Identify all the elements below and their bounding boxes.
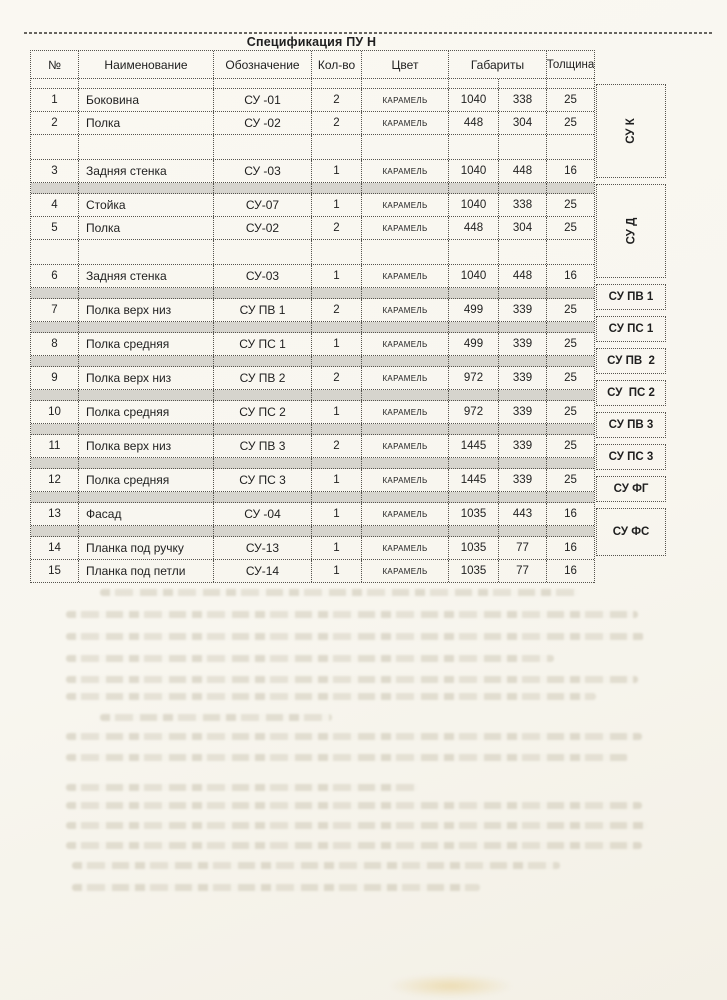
cell-num: 11 [48, 440, 61, 452]
cell-h [498, 288, 546, 298]
cell-code: СУ-14 [213, 560, 311, 582]
header-dims: Габариты [448, 51, 546, 78]
showthrough-line [100, 589, 578, 596]
cell-num [31, 240, 78, 264]
group-box [596, 84, 666, 178]
cell-th: 25 [546, 469, 594, 491]
group-label: СУ ФС [612, 526, 650, 538]
cell-w: 972 [448, 367, 498, 389]
cell-th [546, 183, 594, 193]
table-row [31, 367, 594, 390]
cell-code: СУ-13 [213, 537, 311, 559]
cell-w: 499 [448, 333, 498, 355]
cell-num [31, 526, 78, 536]
cell-code [213, 322, 311, 332]
cell-h [498, 183, 546, 193]
cell-th [546, 526, 594, 536]
cell-w: 1445 [448, 469, 498, 491]
group-label: СУ ПС 3 [608, 451, 654, 463]
cell-h [498, 458, 546, 468]
cell-code [213, 526, 311, 536]
cell-code: СУ ПВ 2 [213, 367, 311, 389]
thin-row [31, 79, 594, 89]
cell-code: СУ -02 [213, 112, 311, 134]
cell-th [546, 135, 594, 159]
cell-th: 25 [546, 401, 594, 423]
group-box [596, 380, 666, 406]
cell-name [78, 356, 213, 366]
cell-name: Стойка [78, 194, 213, 216]
cell-code [213, 79, 311, 88]
cell-code: СУ -04 [213, 503, 311, 525]
cell-h: 77 [498, 537, 546, 559]
table-row [31, 265, 594, 288]
table-row [31, 299, 594, 322]
cell-name: Полка [78, 112, 213, 134]
cell-qty [311, 492, 361, 502]
cell-num [31, 458, 78, 468]
cell-w [448, 288, 498, 298]
cell-w: 448 [448, 217, 498, 239]
cell-color: КАРАМЕЛЬ [361, 333, 448, 355]
cell-th: 16 [546, 537, 594, 559]
cell-qty: 1 [311, 503, 361, 525]
cell-num: 3 [51, 165, 58, 177]
cell-qty [311, 183, 361, 193]
spec-table [30, 50, 670, 583]
cell-code: СУ-03 [213, 265, 311, 287]
header-color: Цвет [361, 51, 448, 78]
cell-name: Боковина [78, 89, 213, 111]
cell-h [498, 135, 546, 159]
cell-h [498, 424, 546, 434]
showthrough-line [66, 693, 596, 700]
cell-qty: 2 [311, 435, 361, 457]
cell-h: 77 [498, 560, 546, 582]
cell-color [361, 526, 448, 536]
showthrough-line [66, 676, 638, 683]
cell-color [361, 492, 448, 502]
cell-w: 1040 [448, 265, 498, 287]
page-title: Спецификация ПУ Н [246, 35, 377, 49]
cell-num: 8 [51, 338, 58, 350]
group-label: СУ ПС 1 [608, 323, 654, 335]
cell-th [546, 424, 594, 434]
cell-w [448, 240, 498, 264]
table-header-row [31, 51, 594, 79]
cell-num: 5 [51, 222, 58, 234]
group-box [596, 508, 666, 556]
cell-th: 25 [546, 194, 594, 216]
cell-qty [311, 322, 361, 332]
cell-th [546, 492, 594, 502]
header-code: Обозначение [213, 51, 311, 78]
group-label: СУ ФГ [613, 483, 649, 495]
showthrough-line [72, 884, 480, 891]
cell-color [361, 79, 448, 88]
cell-w: 972 [448, 401, 498, 423]
cell-h: 339 [498, 401, 546, 423]
cell-h [498, 526, 546, 536]
cell-th [546, 240, 594, 264]
cell-name: Полка средняя [78, 333, 213, 355]
spacer-row [31, 356, 594, 367]
cell-w [448, 458, 498, 468]
cell-num: 10 [48, 406, 61, 418]
header-name: Наименование [78, 51, 213, 78]
cell-th: 25 [546, 299, 594, 321]
cell-color [361, 390, 448, 400]
cell-color: КАРАМЕЛЬ [361, 435, 448, 457]
cell-h [498, 356, 546, 366]
table-row [31, 435, 594, 458]
cell-color [361, 322, 448, 332]
cell-name [78, 135, 213, 159]
cell-code: СУ ПВ 3 [213, 435, 311, 457]
cell-qty: 2 [311, 367, 361, 389]
group-label: СУ ПС 2 [607, 387, 655, 399]
cell-color [361, 288, 448, 298]
cell-num: 9 [51, 372, 58, 384]
cell-w: 1035 [448, 537, 498, 559]
cell-num: 12 [48, 474, 61, 486]
cell-color [361, 240, 448, 264]
cell-th [546, 356, 594, 366]
cell-qty [311, 424, 361, 434]
cell-th: 25 [546, 89, 594, 111]
cell-name: Полка средняя [78, 469, 213, 491]
cell-qty: 1 [311, 333, 361, 355]
spacer-row [31, 492, 594, 503]
cell-color: КАРАМЕЛЬ [361, 194, 448, 216]
showthrough-line [66, 655, 554, 662]
cell-color: КАРАМЕЛЬ [361, 89, 448, 111]
cell-w: 1040 [448, 194, 498, 216]
cell-code: СУ ПС 1 [213, 333, 311, 355]
cell-h [498, 79, 546, 88]
cell-th: 25 [546, 333, 594, 355]
cell-color: КАРАМЕЛЬ [361, 503, 448, 525]
showthrough-line [66, 802, 642, 809]
cell-h: 339 [498, 435, 546, 457]
cell-w: 1035 [448, 503, 498, 525]
spacer-row [31, 526, 594, 537]
cell-code [213, 240, 311, 264]
cell-h: 304 [498, 217, 546, 239]
group-box [596, 316, 666, 342]
showthrough-line [100, 714, 332, 721]
cell-color: КАРАМЕЛЬ [361, 367, 448, 389]
cell-code: СУ ПВ 1 [213, 299, 311, 321]
cell-code [213, 135, 311, 159]
cell-qty: 2 [311, 217, 361, 239]
cell-num [31, 183, 78, 193]
cell-w [448, 135, 498, 159]
cell-num [31, 424, 78, 434]
header-num: № [48, 57, 61, 72]
cell-color [361, 356, 448, 366]
spacer-row [31, 458, 594, 469]
group-label: СУ К [625, 118, 637, 144]
cell-color: КАРАМЕЛЬ [361, 560, 448, 582]
cell-name: Полка верх низ [78, 299, 213, 321]
group-label: СУ ПВ 3 [608, 419, 654, 431]
showthrough-line [72, 862, 560, 869]
cell-w [448, 183, 498, 193]
cell-name: Полка верх низ [78, 435, 213, 457]
cell-name [78, 526, 213, 536]
table-row [31, 469, 594, 492]
cell-w: 499 [448, 299, 498, 321]
group-box [596, 476, 666, 502]
cell-w [448, 322, 498, 332]
cell-qty [311, 79, 361, 88]
cell-name: Задняя стенка [78, 265, 213, 287]
table-row [31, 503, 594, 526]
cell-color: КАРАМЕЛЬ [361, 537, 448, 559]
cell-color [361, 458, 448, 468]
cell-th [546, 458, 594, 468]
cell-w: 1040 [448, 160, 498, 182]
cell-name [78, 424, 213, 434]
cell-color: КАРАМЕЛЬ [361, 112, 448, 134]
cell-color [361, 183, 448, 193]
cell-name: Фасад [78, 503, 213, 525]
cell-num: 6 [51, 270, 58, 282]
cell-qty [311, 135, 361, 159]
cell-code [213, 288, 311, 298]
cell-qty: 1 [311, 194, 361, 216]
cell-name [78, 458, 213, 468]
cell-num: 4 [51, 199, 58, 211]
cell-num: 2 [51, 117, 58, 129]
cell-name: Задняя стенка [78, 160, 213, 182]
cell-qty: 2 [311, 299, 361, 321]
showthrough-line [66, 633, 644, 640]
cell-w [448, 390, 498, 400]
cell-color: КАРАМЕЛЬ [361, 217, 448, 239]
cell-num [31, 79, 78, 88]
cell-code: СУ ПС 3 [213, 469, 311, 491]
table-row [31, 194, 594, 217]
cell-color: КАРАМЕЛЬ [361, 469, 448, 491]
cell-name: Полка [78, 217, 213, 239]
cell-h: 304 [498, 112, 546, 134]
cell-w [448, 526, 498, 536]
cell-num: 7 [51, 304, 58, 316]
cell-qty [311, 356, 361, 366]
cell-th: 16 [546, 560, 594, 582]
group-box [596, 444, 666, 470]
spacer-row [31, 390, 594, 401]
blank-row [31, 240, 594, 265]
showthrough-line [66, 733, 642, 740]
cell-code [213, 458, 311, 468]
cell-name: Планка под петли [78, 560, 213, 582]
cell-name [78, 492, 213, 502]
cell-qty: 1 [311, 160, 361, 182]
group-label: СУ ПВ 1 [608, 291, 654, 303]
cell-num: 13 [48, 508, 61, 520]
cell-w [448, 79, 498, 88]
cell-name [78, 390, 213, 400]
cell-qty: 2 [311, 89, 361, 111]
cell-code [213, 356, 311, 366]
cell-color: КАРАМЕЛЬ [361, 401, 448, 423]
cell-h [498, 390, 546, 400]
cell-code: СУ ПС 2 [213, 401, 311, 423]
cell-name [78, 240, 213, 264]
group-box [596, 184, 666, 278]
table-row [31, 537, 594, 560]
cell-h: 338 [498, 89, 546, 111]
spacer-row [31, 424, 594, 435]
cell-code: СУ -01 [213, 89, 311, 111]
cell-color: КАРАМЕЛЬ [361, 160, 448, 182]
cell-num [31, 492, 78, 502]
cell-th: 16 [546, 503, 594, 525]
header-thickness: Толщина [546, 51, 594, 78]
cell-qty [311, 288, 361, 298]
showthrough-line [66, 784, 418, 791]
cell-th [546, 390, 594, 400]
cell-name [78, 79, 213, 88]
cell-qty: 1 [311, 469, 361, 491]
cell-name: Полка средняя [78, 401, 213, 423]
cell-qty: 1 [311, 401, 361, 423]
cell-name: Планка под ручку [78, 537, 213, 559]
showthrough-line [66, 822, 648, 829]
cell-name [78, 322, 213, 332]
cell-qty [311, 390, 361, 400]
cell-w: 1445 [448, 435, 498, 457]
cell-th [546, 288, 594, 298]
cell-w: 448 [448, 112, 498, 134]
cell-color: КАРАМЕЛЬ [361, 299, 448, 321]
cell-color [361, 135, 448, 159]
cell-num [31, 322, 78, 332]
cell-name: Полка верх низ [78, 367, 213, 389]
cell-code: СУ-02 [213, 217, 311, 239]
group-box [596, 348, 666, 374]
cell-code: СУ-07 [213, 194, 311, 216]
table-row [31, 112, 594, 135]
cell-qty [311, 240, 361, 264]
table-row [31, 560, 594, 583]
cell-code: СУ -03 [213, 160, 311, 182]
cell-h: 443 [498, 503, 546, 525]
spacer-row [31, 322, 594, 333]
blank-row [31, 135, 594, 160]
cell-qty [311, 526, 361, 536]
cell-w [448, 424, 498, 434]
cell-h: 339 [498, 299, 546, 321]
cell-w [448, 356, 498, 366]
cell-h: 448 [498, 265, 546, 287]
cell-code [213, 424, 311, 434]
cell-qty: 1 [311, 560, 361, 582]
table-body [31, 79, 594, 583]
cell-num: 1 [51, 94, 58, 106]
cell-h [498, 322, 546, 332]
cell-code [213, 183, 311, 193]
scan-smudge [388, 974, 513, 998]
cell-w [448, 492, 498, 502]
cell-th: 25 [546, 217, 594, 239]
cell-color [361, 424, 448, 434]
cell-num: 15 [48, 565, 61, 577]
cell-th [546, 79, 594, 88]
showthrough-line [66, 754, 628, 761]
group-box [596, 412, 666, 438]
cell-h [498, 492, 546, 502]
showthrough-line [66, 842, 642, 849]
header-qty: Кол-во [311, 51, 361, 78]
table-row [31, 333, 594, 356]
cell-qty: 1 [311, 537, 361, 559]
cell-h: 448 [498, 160, 546, 182]
cell-th: 25 [546, 435, 594, 457]
top-dashed-rule [24, 32, 712, 34]
cell-h: 339 [498, 367, 546, 389]
cell-code [213, 390, 311, 400]
group-label: СУ Д [624, 217, 637, 245]
cell-h: 339 [498, 469, 546, 491]
cell-num: 14 [48, 542, 61, 554]
showthrough-line [66, 611, 638, 618]
group-box [596, 284, 666, 310]
spacer-row [31, 288, 594, 299]
table-row [31, 89, 594, 112]
cell-code [213, 492, 311, 502]
cell-num [31, 356, 78, 366]
cell-h [498, 240, 546, 264]
cell-th [546, 322, 594, 332]
cell-w: 1035 [448, 560, 498, 582]
cell-qty: 1 [311, 265, 361, 287]
spacer-row [31, 183, 594, 194]
cell-h: 339 [498, 333, 546, 355]
cell-h: 338 [498, 194, 546, 216]
spec-table-main [30, 50, 595, 583]
table-row [31, 401, 594, 424]
table-row [31, 217, 594, 240]
cell-color: КАРАМЕЛЬ [361, 265, 448, 287]
cell-name [78, 183, 213, 193]
table-row [31, 160, 594, 183]
group-label: СУ ПВ 2 [607, 355, 655, 367]
cell-qty [311, 458, 361, 468]
cell-th: 25 [546, 367, 594, 389]
cell-th: 16 [546, 160, 594, 182]
cell-name [78, 288, 213, 298]
cell-th: 25 [546, 112, 594, 134]
cell-num [31, 135, 78, 159]
cell-w: 1040 [448, 89, 498, 111]
cell-num [31, 288, 78, 298]
cell-th: 16 [546, 265, 594, 287]
cell-qty: 2 [311, 112, 361, 134]
cell-num [31, 390, 78, 400]
